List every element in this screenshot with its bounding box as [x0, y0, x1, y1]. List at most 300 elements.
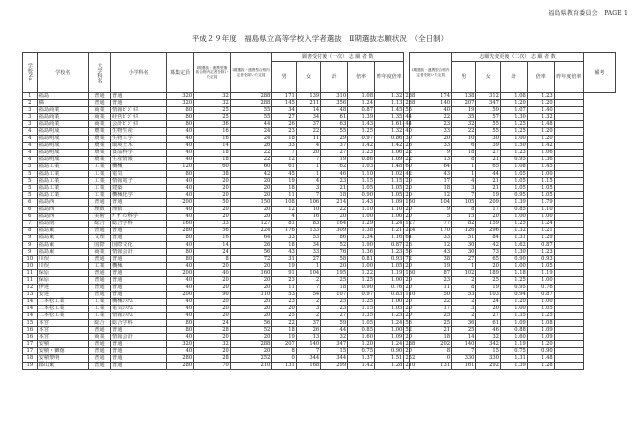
- table-cell: 37: [321, 142, 348, 149]
- table-cell: 国際: [89, 241, 111, 248]
- table-cell: 10: [23, 263, 38, 270]
- table-cell: 312: [476, 93, 500, 100]
- table-cell: 27: [452, 256, 476, 263]
- table-cell: 1.10: [348, 206, 375, 213]
- table-cell: 18: [272, 327, 296, 334]
- table-cell: 福島工業: [37, 178, 88, 185]
- table-cell: 32: [476, 334, 500, 341]
- table-cell: 40: [167, 263, 194, 270]
- table-cell: 1.48: [527, 121, 554, 128]
- table-cell: 320: [167, 93, 194, 100]
- table-cell: 292: [476, 362, 500, 369]
- table-cell: 1.24: [375, 220, 404, 227]
- table-cell: 33: [296, 249, 320, 256]
- remarks-cell: [554, 107, 583, 114]
- table-cell: 0.94: [500, 291, 527, 298]
- table-cell: 55: [476, 121, 500, 128]
- table-cell: 福島西: [37, 199, 88, 206]
- table-cell: 26: [272, 121, 296, 128]
- table-cell: 7: [296, 192, 320, 199]
- table-cell: 299: [321, 362, 348, 369]
- table-row: [23, 163, 616, 170]
- table-cell: 20: [230, 348, 272, 355]
- table-cell: 1.20: [500, 298, 527, 305]
- remarks-cell: [554, 192, 583, 199]
- table-cell: 64: [230, 234, 272, 241]
- table-cell: 27: [321, 312, 348, 319]
- table-cell: 288: [230, 100, 272, 107]
- table-cell: 45: [272, 171, 296, 178]
- table-cell: 1.00: [375, 213, 404, 220]
- table-cell: 1.40: [527, 107, 554, 114]
- table-cell: 1.35: [348, 312, 375, 319]
- applications-table: [22, 52, 616, 370]
- table-cell: 9: [23, 241, 38, 248]
- table-cell: 55: [230, 107, 272, 114]
- table-cell: 133: [296, 227, 320, 234]
- table-cell: 58: [321, 256, 348, 263]
- table-cell: 56: [405, 248, 412, 255]
- table-cell: 207: [272, 341, 296, 348]
- table-cell: 1.09: [375, 156, 404, 163]
- group-after-label: 志願先変更後（二次）: [479, 54, 530, 60]
- table-cell: 福島: [37, 93, 88, 100]
- col-dept: 大学科名: [89, 53, 111, 93]
- table-cell: 42: [230, 171, 272, 178]
- table-cell: 福島工業: [37, 163, 88, 170]
- table-cell: 普通: [89, 227, 111, 234]
- table-cell: 25: [452, 327, 476, 334]
- table-cell: 288: [230, 93, 272, 100]
- table-cell: 福島明成: [37, 128, 88, 135]
- table-cell: 1.05: [527, 263, 554, 270]
- table-cell: 34: [296, 241, 320, 248]
- table-cell: 農業: [89, 135, 111, 142]
- table-cell: 1.32: [527, 114, 554, 121]
- table-cell: 20: [194, 206, 231, 213]
- table-cell: 35: [452, 114, 476, 121]
- table-cell: 15: [321, 348, 348, 355]
- table-cell: 46: [321, 171, 348, 178]
- remarks-cell: [554, 241, 583, 248]
- table-cell: 18: [321, 192, 348, 199]
- table-cell: 11: [272, 192, 296, 199]
- table-cell: 9: [23, 234, 38, 241]
- table-cell: 1.25: [348, 277, 375, 284]
- table-cell: 安積: [37, 341, 88, 348]
- table-cell: 4: [23, 128, 38, 135]
- table-cell: 1.32: [375, 128, 404, 135]
- table-cell: 21: [476, 178, 500, 185]
- table-cell: 本宮: [37, 334, 88, 341]
- col-prev-ratio: 昨年度倍率: [375, 62, 404, 93]
- table-cell: 26: [230, 142, 272, 149]
- remarks-cell: [554, 327, 583, 334]
- table-cell: 農業: [89, 142, 111, 149]
- table-row: [23, 249, 616, 256]
- table-cell: 1.05: [527, 192, 554, 199]
- table-cell: 14: [23, 312, 38, 319]
- table-cell: 1.23: [527, 93, 554, 100]
- table-cell: 288: [230, 341, 272, 348]
- table-cell: 29: [321, 135, 348, 142]
- table-cell: 24: [194, 249, 231, 256]
- table-cell: 26: [405, 142, 412, 149]
- table-cell: 4: [296, 142, 320, 149]
- table-cell: 27: [296, 256, 320, 263]
- table-cell: 2: [296, 277, 320, 284]
- table-cell: 1.05: [375, 185, 404, 192]
- remarks-cell: [554, 348, 583, 355]
- table-cell: 0.93: [375, 256, 404, 263]
- table-cell: 40: [167, 149, 194, 156]
- table-cell: 機械: [111, 263, 167, 270]
- table-cell: 工業: [89, 163, 111, 170]
- table-cell: 7: [296, 348, 320, 355]
- table-cell: 情報ﾋﾞｼﾞﾈｽ: [111, 107, 167, 114]
- table-cell: 1.21: [375, 227, 404, 234]
- table-row: [23, 185, 616, 192]
- table-cell: 64: [405, 234, 412, 241]
- table-cell: 110: [230, 291, 272, 298]
- table-cell: 18: [23, 355, 38, 362]
- table-cell: 機械: [111, 163, 167, 170]
- remarks-cell: [554, 220, 583, 227]
- remarks-cell: [554, 149, 583, 156]
- table-cell: 3: [452, 185, 476, 192]
- table-cell: 美術: [89, 213, 111, 220]
- table-cell: 総合学科: [111, 320, 167, 327]
- table-cell: 15: [23, 320, 38, 327]
- table-cell: 18: [410, 185, 452, 192]
- table-cell: 10: [452, 135, 476, 142]
- table-cell: 福島工業: [37, 192, 88, 199]
- table-cell: 214: [321, 199, 348, 206]
- table-cell: 0: [410, 355, 452, 362]
- table-cell: 1.45: [527, 163, 554, 170]
- table-cell: 20: [321, 263, 348, 270]
- table-cell: 18: [194, 156, 231, 163]
- table-cell: 32: [321, 334, 348, 341]
- remarks-cell: [554, 320, 583, 327]
- table-cell: 0.83: [375, 291, 404, 298]
- remarks-cell: [554, 305, 583, 312]
- table-cell: 9: [410, 206, 452, 213]
- table-cell: 工業: [89, 178, 111, 185]
- table-cell: 機械ｼｽﾃﾑ: [111, 298, 167, 305]
- table-cell: 25: [272, 312, 296, 319]
- table-cell: 60: [405, 163, 412, 170]
- table-cell: 26: [230, 241, 272, 248]
- table-cell: 1.36: [527, 156, 554, 163]
- table-cell: 20: [194, 305, 231, 312]
- table-cell: 150: [405, 198, 416, 205]
- table-cell: 52: [405, 326, 412, 333]
- table-cell: 1.24: [527, 220, 554, 227]
- table-cell: 普通: [111, 327, 167, 334]
- table-cell: 18: [194, 149, 231, 156]
- table-cell: 1.29: [348, 220, 375, 227]
- table-cell: 7: [272, 149, 296, 156]
- table-cell: 200: [167, 270, 194, 277]
- table-cell: 3: [23, 114, 38, 121]
- table-cell: 普通: [89, 93, 111, 100]
- table-cell: 40: [167, 298, 194, 305]
- table-cell: 1.90: [348, 241, 375, 248]
- col-capacity: 募集定員: [167, 53, 194, 93]
- table-row: [23, 362, 616, 369]
- table-cell: 1.62: [500, 241, 527, 248]
- table-cell: 0.86: [375, 135, 404, 142]
- remarks-cell: [554, 135, 583, 142]
- table-cell: 福島東: [37, 249, 88, 256]
- table-cell: 福島明成: [37, 156, 88, 163]
- table-cell: 1.19: [500, 341, 527, 348]
- table-cell: 20: [230, 277, 272, 284]
- table-cell: 40: [167, 142, 194, 149]
- table-row: [23, 241, 616, 248]
- table-cell: 19: [476, 284, 500, 291]
- table-cell: 1.43: [348, 199, 375, 206]
- table-cell: 3: [23, 107, 38, 114]
- table-cell: 18: [452, 149, 476, 156]
- col-male-2: 男: [452, 62, 476, 93]
- table-cell: 7: [296, 156, 320, 163]
- table-cell: 159: [476, 220, 500, 227]
- table-cell: 11: [410, 284, 452, 291]
- table-cell: 普通: [89, 199, 111, 206]
- table-cell: 61: [476, 320, 500, 327]
- table-cell: 1.39: [348, 114, 375, 121]
- table-cell: 1: [452, 163, 476, 170]
- table-cell: 22: [410, 298, 452, 305]
- table-cell: 22: [452, 128, 476, 135]
- table-cell: 24: [230, 135, 272, 142]
- table-cell: 1.34: [348, 234, 375, 241]
- table-row: [23, 178, 616, 185]
- table-cell: 23: [272, 277, 296, 284]
- table-cell: 44: [321, 327, 348, 334]
- table-cell: 1.05: [500, 185, 527, 192]
- table-cell: 普通: [111, 291, 167, 298]
- table-cell: 1.48: [527, 355, 554, 362]
- table-cell: 1.43: [348, 121, 375, 128]
- table-cell: 8: [272, 348, 296, 355]
- table-cell: 140: [452, 341, 476, 348]
- table-cell: 81: [272, 220, 296, 227]
- table-cell: 安積黎明: [37, 355, 88, 362]
- table-cell: 農業: [89, 149, 111, 156]
- remarks-cell: [554, 185, 583, 192]
- table-cell: 27: [321, 149, 348, 156]
- table-cell: 1: [452, 171, 476, 178]
- table-cell: 0.95: [500, 156, 527, 163]
- table-cell: 40: [167, 284, 194, 291]
- table-cell: 40: [167, 156, 194, 163]
- table-cell: 33: [272, 234, 296, 241]
- table-cell: 農業: [89, 128, 111, 135]
- col-ratio: 倍率: [348, 62, 375, 93]
- table-cell: 8: [23, 227, 38, 234]
- table-cell: 13: [296, 334, 320, 341]
- table-cell: 53: [452, 291, 476, 298]
- table-cell: 5: [23, 171, 38, 178]
- table-cell: 1.42: [348, 142, 375, 149]
- table-cell: 1: [452, 263, 476, 270]
- table-cell: 0.86: [348, 156, 375, 163]
- table-cell: 20: [230, 334, 272, 341]
- table-cell: 87: [410, 270, 452, 277]
- table-cell: 25: [410, 320, 452, 327]
- remarks-cell: [554, 312, 583, 319]
- table-cell: 53: [272, 291, 296, 298]
- table-cell: 40: [167, 241, 194, 248]
- table-cell: 24: [476, 298, 500, 305]
- table-cell: 2: [452, 277, 476, 284]
- table-cell: 80: [167, 234, 194, 241]
- table-cell: 25: [194, 107, 231, 114]
- table-cell: 工業: [89, 263, 111, 270]
- table-cell: 1.23: [375, 249, 404, 256]
- table-cell: 福島明成: [37, 135, 88, 142]
- table-cell: 1.09: [527, 327, 554, 334]
- table-cell: 1.24: [348, 100, 375, 107]
- table-cell: 20: [194, 348, 231, 355]
- table-cell: 70: [194, 362, 231, 369]
- table-cell: 20: [405, 333, 412, 340]
- table-cell: 普通: [111, 227, 167, 234]
- table-cell: 20: [405, 206, 412, 213]
- table-row: [23, 320, 616, 327]
- table-cell: 107: [321, 291, 348, 298]
- table-cell: 1.20: [527, 135, 554, 142]
- table-cell: 福島商業: [37, 107, 88, 114]
- table-cell: 普通: [111, 284, 167, 291]
- table-cell: 21: [476, 185, 500, 192]
- table-cell: 56: [230, 249, 272, 256]
- table-cell: 19: [410, 263, 452, 270]
- table-cell: 安達: [37, 291, 88, 298]
- table-cell: 1.00: [375, 327, 404, 334]
- table-cell: 3: [23, 121, 38, 128]
- table-cell: 1.20: [500, 100, 527, 107]
- table-cell: 19: [272, 178, 296, 185]
- table-cell: 福島明成: [37, 149, 88, 156]
- table-cell: 1.25: [500, 121, 527, 128]
- table-cell: 59: [476, 107, 500, 114]
- table-cell: 1.23: [527, 249, 554, 256]
- table-cell: 1.30: [500, 249, 527, 256]
- table-cell: 20: [405, 213, 412, 220]
- table-cell: 1.00: [527, 171, 554, 178]
- table-cell: 6: [23, 206, 38, 213]
- table-cell: 1.00: [500, 213, 527, 220]
- table-cell: 0.76: [527, 284, 554, 291]
- table-cell: 160: [405, 269, 416, 276]
- table-cell: 40: [167, 185, 194, 192]
- table-cell: 商業: [89, 107, 111, 114]
- table-cell: 1.32: [500, 227, 527, 234]
- table-cell: 保原: [37, 270, 88, 277]
- table-cell: 情報会計: [111, 249, 167, 256]
- table-cell: 16: [296, 213, 320, 220]
- table-cell: 1.09: [375, 334, 404, 341]
- table-cell: 106: [296, 199, 320, 206]
- table-cell: 105: [452, 199, 476, 206]
- table-cell: 1.22: [348, 270, 375, 277]
- table-cell: 1: [23, 93, 38, 100]
- table-cell: 24: [194, 320, 231, 327]
- table-cell: 342: [476, 341, 500, 348]
- table-cell: 32: [452, 121, 476, 128]
- table-cell: 30: [476, 135, 500, 142]
- table-cell: 1.03: [348, 163, 375, 170]
- table-cell: 4: [23, 156, 38, 163]
- table-row: [23, 107, 616, 114]
- remarks-cell: [554, 249, 583, 256]
- group-initial-sub: 志 願 者 数: [348, 54, 374, 60]
- table-cell: 65: [476, 256, 500, 263]
- table-cell: 8: [452, 156, 476, 163]
- remarks-cell: [554, 355, 583, 362]
- table-cell: 288: [405, 99, 416, 106]
- table-row: [23, 114, 616, 121]
- group-initial: [272, 53, 404, 62]
- table-cell: 普通: [111, 199, 167, 206]
- remarks-cell: [554, 156, 583, 163]
- col-pre-admitted-2: Ⅰ期選抜・連携型合格内定者を除いた定員: [410, 53, 452, 93]
- remarks-cell: [554, 93, 583, 100]
- table-cell: 20: [230, 263, 272, 270]
- table-cell: 82: [452, 220, 476, 227]
- table-cell: 0.87: [348, 107, 375, 114]
- table-cell: 0.75: [348, 348, 375, 355]
- table-cell: 10: [296, 206, 320, 213]
- table-cell: 福島南: [37, 220, 88, 227]
- table-cell: 6: [23, 199, 38, 206]
- table-row: [23, 277, 616, 284]
- table-cell: 40: [167, 135, 194, 142]
- table-cell: 工業: [89, 185, 111, 192]
- table-cell: 工業: [89, 171, 111, 178]
- remarks-cell: [554, 341, 583, 348]
- table-cell: 150: [230, 199, 272, 206]
- table-cell: 17: [410, 178, 452, 185]
- table-cell: 91: [272, 270, 296, 277]
- table-cell: 44: [405, 120, 412, 127]
- table-cell: 3: [296, 305, 320, 312]
- table-cell: 26: [296, 327, 320, 334]
- table-cell: 164: [321, 220, 348, 227]
- table-cell: 1.08: [527, 320, 554, 327]
- table-cell: 文理: [89, 234, 111, 241]
- table-cell: 140: [296, 341, 320, 348]
- table-cell: 210: [230, 362, 272, 369]
- table-cell: 19: [272, 334, 296, 341]
- table-cell: 2: [452, 298, 476, 305]
- table-row: [23, 348, 616, 355]
- table-cell: 40: [167, 206, 194, 213]
- table-cell: 1.25: [375, 312, 404, 319]
- table-cell: 23: [272, 298, 296, 305]
- table-cell: 情報ｼｽﾃﾑ: [111, 312, 167, 319]
- table-cell: 195: [321, 270, 348, 277]
- table-cell: 30: [452, 249, 476, 256]
- table-cell: 104: [410, 199, 452, 206]
- table-cell: 40: [167, 305, 194, 312]
- table-cell: 普通: [89, 256, 111, 263]
- table-row: [23, 192, 616, 199]
